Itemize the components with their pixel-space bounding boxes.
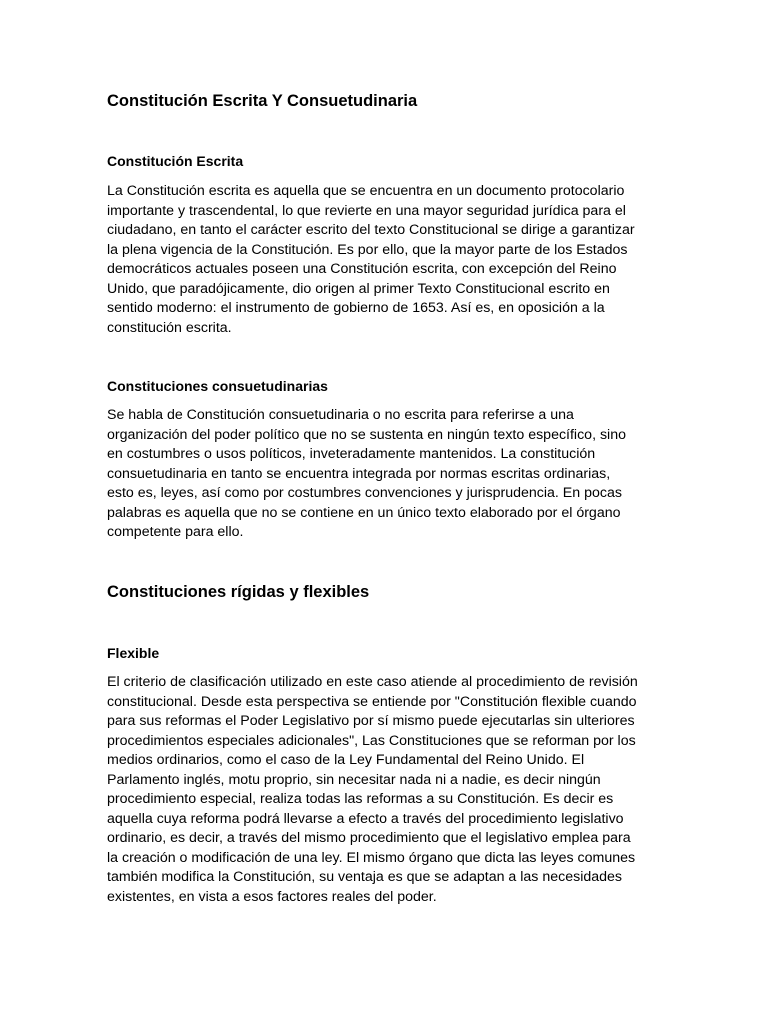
text-line: medios ordinarios, como el caso de la Ley Fundamental del Reino Unido. El (107, 752, 585, 768)
paragraph-consuetudinarias (107, 406, 626, 543)
text-line: constitucional. Desde esta perspectiva se entiende por "Constitución flexible cuando (107, 693, 637, 710)
text-line: sentido moderno: el instrumento de gobierno de 1653. Así es, en oposición a la (107, 300, 605, 316)
text-line: procedimiento especial, realiza todas las reformas a su Constitución. Es decir es (107, 791, 614, 807)
text-line: también modifica la Constitución, su ventaja es que se adaptan a las necesidades (107, 869, 623, 885)
text-line: la plena vigencia de la Constitución. Es por ello, que la mayor parte de los Estados (107, 241, 628, 258)
text-line: Unido, que paradójicamente, dio origen al primer Texto Constitucional escrito en (107, 280, 610, 297)
text-line: democráticos actuales poseen una Constitución escrita, con excepción del Reino (107, 261, 617, 277)
text-line: Parlamento inglés, motu proprio, sin necesitar nada ni a nadie, es decir ningún (107, 771, 601, 788)
text-line: consuetudinaria en tanto se encuentra integrada por normas escritas ordinarias, (107, 465, 611, 482)
text-line: importante y trascendental, lo que revierte en una mayor seguridad jurídica para el (107, 202, 626, 219)
text-line: El criterio de clasificación utilizado en este caso atiende al procedimiento de revisión (107, 674, 638, 690)
text-line: en costumbres o usos políticos, inveteradamente mantenidos. La constitución (107, 446, 596, 462)
text-line: ciudadano, en tanto el carácter escrito del texto Constitucional se dirige a garantizar (107, 222, 635, 238)
section-heading-consuetudinarias: Constituciones consuetudinarias (107, 378, 328, 394)
section-heading-escrita: Constitución Escrita (107, 153, 244, 169)
text-line: La Constitución escrita es aquella que se encuentra en un documento protocolario (107, 183, 625, 199)
text-line: existentes, en vista a esos factores reales del poder. (107, 888, 437, 905)
paragraph-escrita (107, 182, 635, 338)
text-line: organización del poder político que no se sustenta en ningún texto específico, sino (107, 426, 626, 443)
text-line: aquella cuya reforma podrá llevarse a efecto a través del procedimiento legislativo (107, 810, 624, 827)
text-line: constitución escrita. (107, 319, 232, 336)
text-line: procedimientos especiales adicionales", Las Constituciones que se reforman por los (107, 732, 636, 749)
document-subtitle: Constituciones rígidas y flexibles (107, 583, 370, 601)
text-line: palabras es aquella que no se contiene en un único texto elaborado por el órgano (107, 504, 621, 521)
paragraph-flexible (107, 673, 638, 907)
text-line: para sus reformas el Poder Legislativo por sí mismo puede ejecutarlas sin ulteriores (107, 713, 635, 729)
text-line: esto es, leyes, así como por costumbres convenciones y jurisprudencia. En pocas (107, 485, 622, 501)
text-line: ordinario, es decir, a través del mismo procedimiento que el legislativo emplea para (107, 830, 631, 846)
text-line: competente para ello. (107, 524, 244, 540)
text-line: Se habla de Constitución consuetudinaria o no escrita para referirse a una (107, 407, 574, 423)
document-title: Constitución Escrita Y Consuetudinaria (107, 92, 418, 110)
section-heading-flexible: Flexible (107, 645, 160, 661)
text-line: la creación o modificación de una ley. El mismo órgano que dicta las leyes comunes (107, 849, 636, 866)
